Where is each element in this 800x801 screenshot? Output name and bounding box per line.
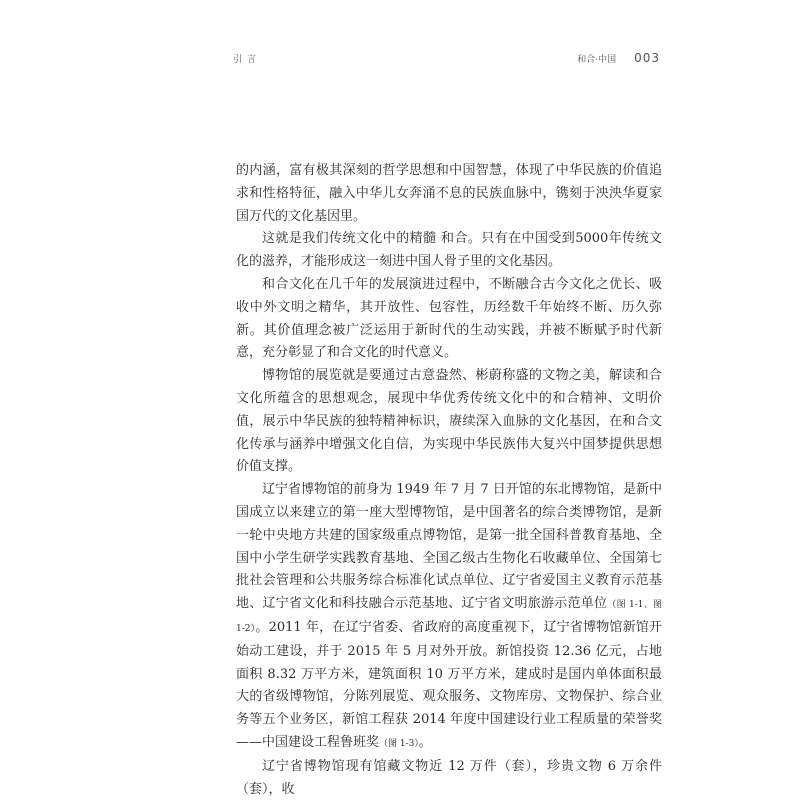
paragraph: 辽宁省博物馆现有馆藏文物近 12 万件（套），珍贵文物 6 万余件（套），收	[236, 758, 662, 797]
figure-reference: （图 1-3）	[379, 738, 419, 749]
body-text	[236, 160, 662, 801]
paragraph: 这就是我们传统文化中的精髓 和合。只有在中国受到5000年传统文化的滋养，才能形成这一刻进中国人骨子里的文化基因。	[236, 231, 662, 270]
paragraph-text: 辽宁省博物馆的前身为 1949 年 7 月 7 日开馆的东北博物馆，是新中国成立以来建立的第一座大型博物馆，是中国著名的综合类博物馆，是新一轮中央地方共建的国家级重点博物馆，是第一批全国科普教育基地、全国中小学生研学实践教育基地、全国乙级古生物化石收藏单位、全国第七批社会管理和公共服务综合标准化试点单位、辽宁省爱国主义教育示范基地、辽宁省文化和科技融合示范基地、辽宁省文明旅游示范单位	[236, 482, 662, 612]
chapter-title: 引言	[233, 55, 262, 65]
paragraph-text: 。2011 年，在辽宁省委、省政府的高度重视下，辽宁省博物馆新馆开始动工建设，并于 2015 年 5 月对外开放。新馆投资 12.36 亿元，占地面积 8.32 万平方米，建筑面积 10 万平方米，建成时是国内单体面积最大的省级博物馆，分陈列展览、观众服务、文物库房、文物保护、综合业务等五个业务区，新馆工程获 2014 年度中国建设行业工程质量的荣誉奖——中国建设工程鲁班奖	[236, 619, 663, 750]
running-head	[577, 51, 660, 65]
paragraph	[236, 479, 662, 756]
figure-reference: （图 1-1、图 1-2）	[236, 600, 662, 634]
paragraph: 博物馆的展览就是要通过古意盎然、彬蔚称盛的文物之美，解读和合文化所蕴含的思想观念，展现中华优秀传统文化中的和合精神、文明价值，展示中华民族的独特精神标识，赓续深入血脉的文化基因，在和合文化传承与涵养中增强文化自信，为实现中华民族伟大复兴中国梦提供思想价值支撑。	[236, 368, 662, 475]
section-name: 和合·中国	[577, 55, 617, 65]
paragraph-text: 。	[418, 734, 432, 750]
paragraph: 的内涵，富有极其深刻的哲学思想和中国智慧，体现了中华民族的价值追求和性格特征，融入中华儿女奔涌不息的民族血脉中，镌刻于泱泱华夏家国万代的文化基因里。	[236, 163, 662, 224]
paragraph: 和合文化在几千年的发展演进过程中，不断融合古今文化之优长、吸收中外文明之精华，其开放性、包容性，历经数千年始终不断、历久弥新。其价值理念被广泛运用于新时代的生动实践，并被不断赋予时代新意，充分彰显了和合文化的时代意义。	[236, 276, 662, 361]
page-number: 003	[634, 51, 660, 65]
